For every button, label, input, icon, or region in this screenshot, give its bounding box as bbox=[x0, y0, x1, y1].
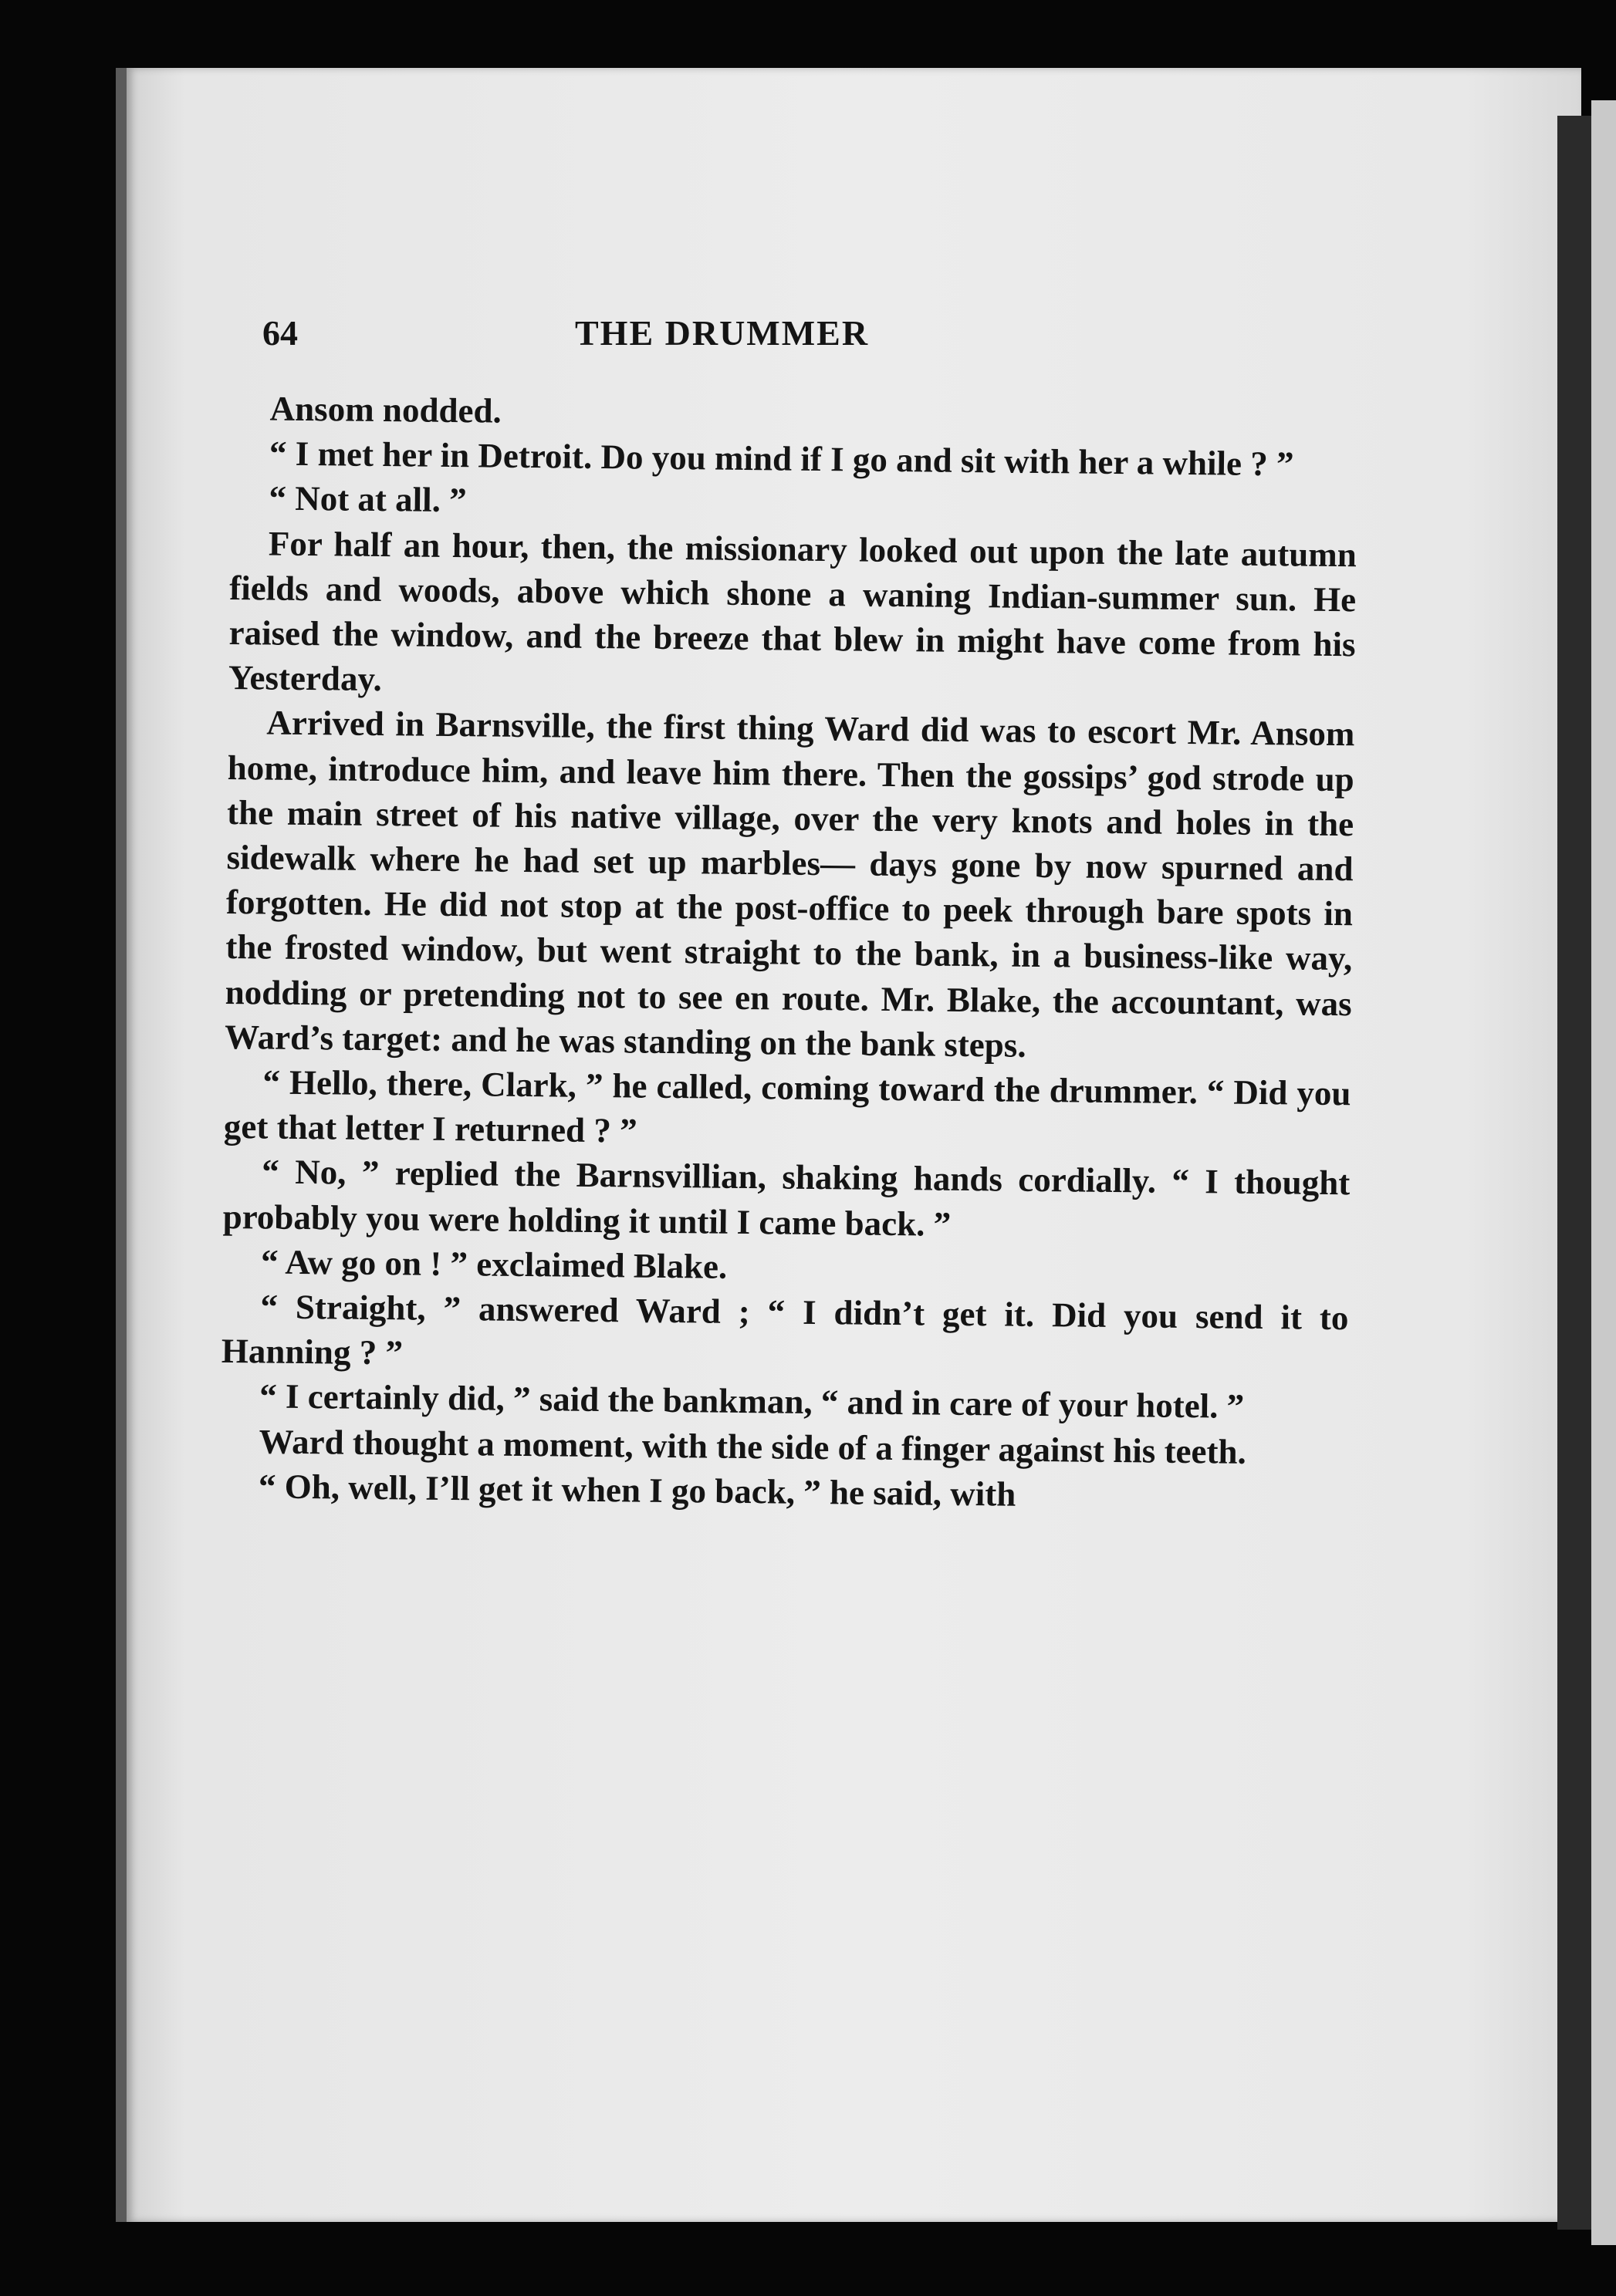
page-number: 64 bbox=[262, 313, 298, 353]
page-header bbox=[0, 312, 1616, 366]
paragraph: “ Not at all. ” bbox=[269, 478, 467, 520]
paragraph: “ I met her in Detroit. Do you mind if I go and sit with her a while ? ” bbox=[269, 434, 1294, 484]
paragraph: “ Hello, there, Clark, ” he called, coming toward the drummer. “ Did you get that letter I returned ? ” bbox=[223, 1062, 1351, 1150]
paragraph: “ Aw go on ! ” exclaimed Blake. bbox=[260, 1242, 728, 1286]
paragraph: For half an hour, then, the missionary looked out upon the late autumn fields and woods, above which shone a waning Indian-summer sun. He raised the window, and the breeze that blew in might have come from his Yesterday. bbox=[228, 524, 1357, 699]
paragraph: Ward thought a moment, with the side of a finger against his teeth. bbox=[259, 1422, 1247, 1471]
paragraph: “ Straight, ” answered Ward ; “ I didn’t get it. Did you send it to Hanning ? ” bbox=[221, 1287, 1349, 1373]
body-text bbox=[220, 386, 1358, 1520]
facing-page-edge-light bbox=[1591, 100, 1616, 2245]
facing-page-edge-dark bbox=[1557, 116, 1591, 2230]
paragraph: Ansom nodded. bbox=[269, 389, 502, 430]
running-title: THE DRUMMER bbox=[575, 313, 870, 353]
paragraph: “ No, ” replied the Barnsvillian, shaking hands cordially. “ I thought probably you were holding it until I came back. ” bbox=[222, 1152, 1351, 1244]
paragraph: “ Oh, well, I’ll get it when I go back, ” he said, with bbox=[258, 1467, 1016, 1514]
paragraph: “ I certainly did, ” said the bankman, “ and in care of your hotel. ” bbox=[259, 1376, 1245, 1427]
paragraph: Arrived in Barnsville, the first thing Ward did was to escort Mr. Ansom home, introduce him, and leave him there. Then the gossips’ god strode up the main street of his native village, over the very knots and holes in the sidewalk where he had set up marbles— days gone by now spurned and forgotten. He did not stop at the post-office to peek through bare spots in the frosted window, but went straight to the bank, in a business-like way, nodding or pretending not to see en route. Mr. Blake, the accountant, was Ward’s target: and he was standing on the bank steps. bbox=[224, 703, 1355, 1065]
